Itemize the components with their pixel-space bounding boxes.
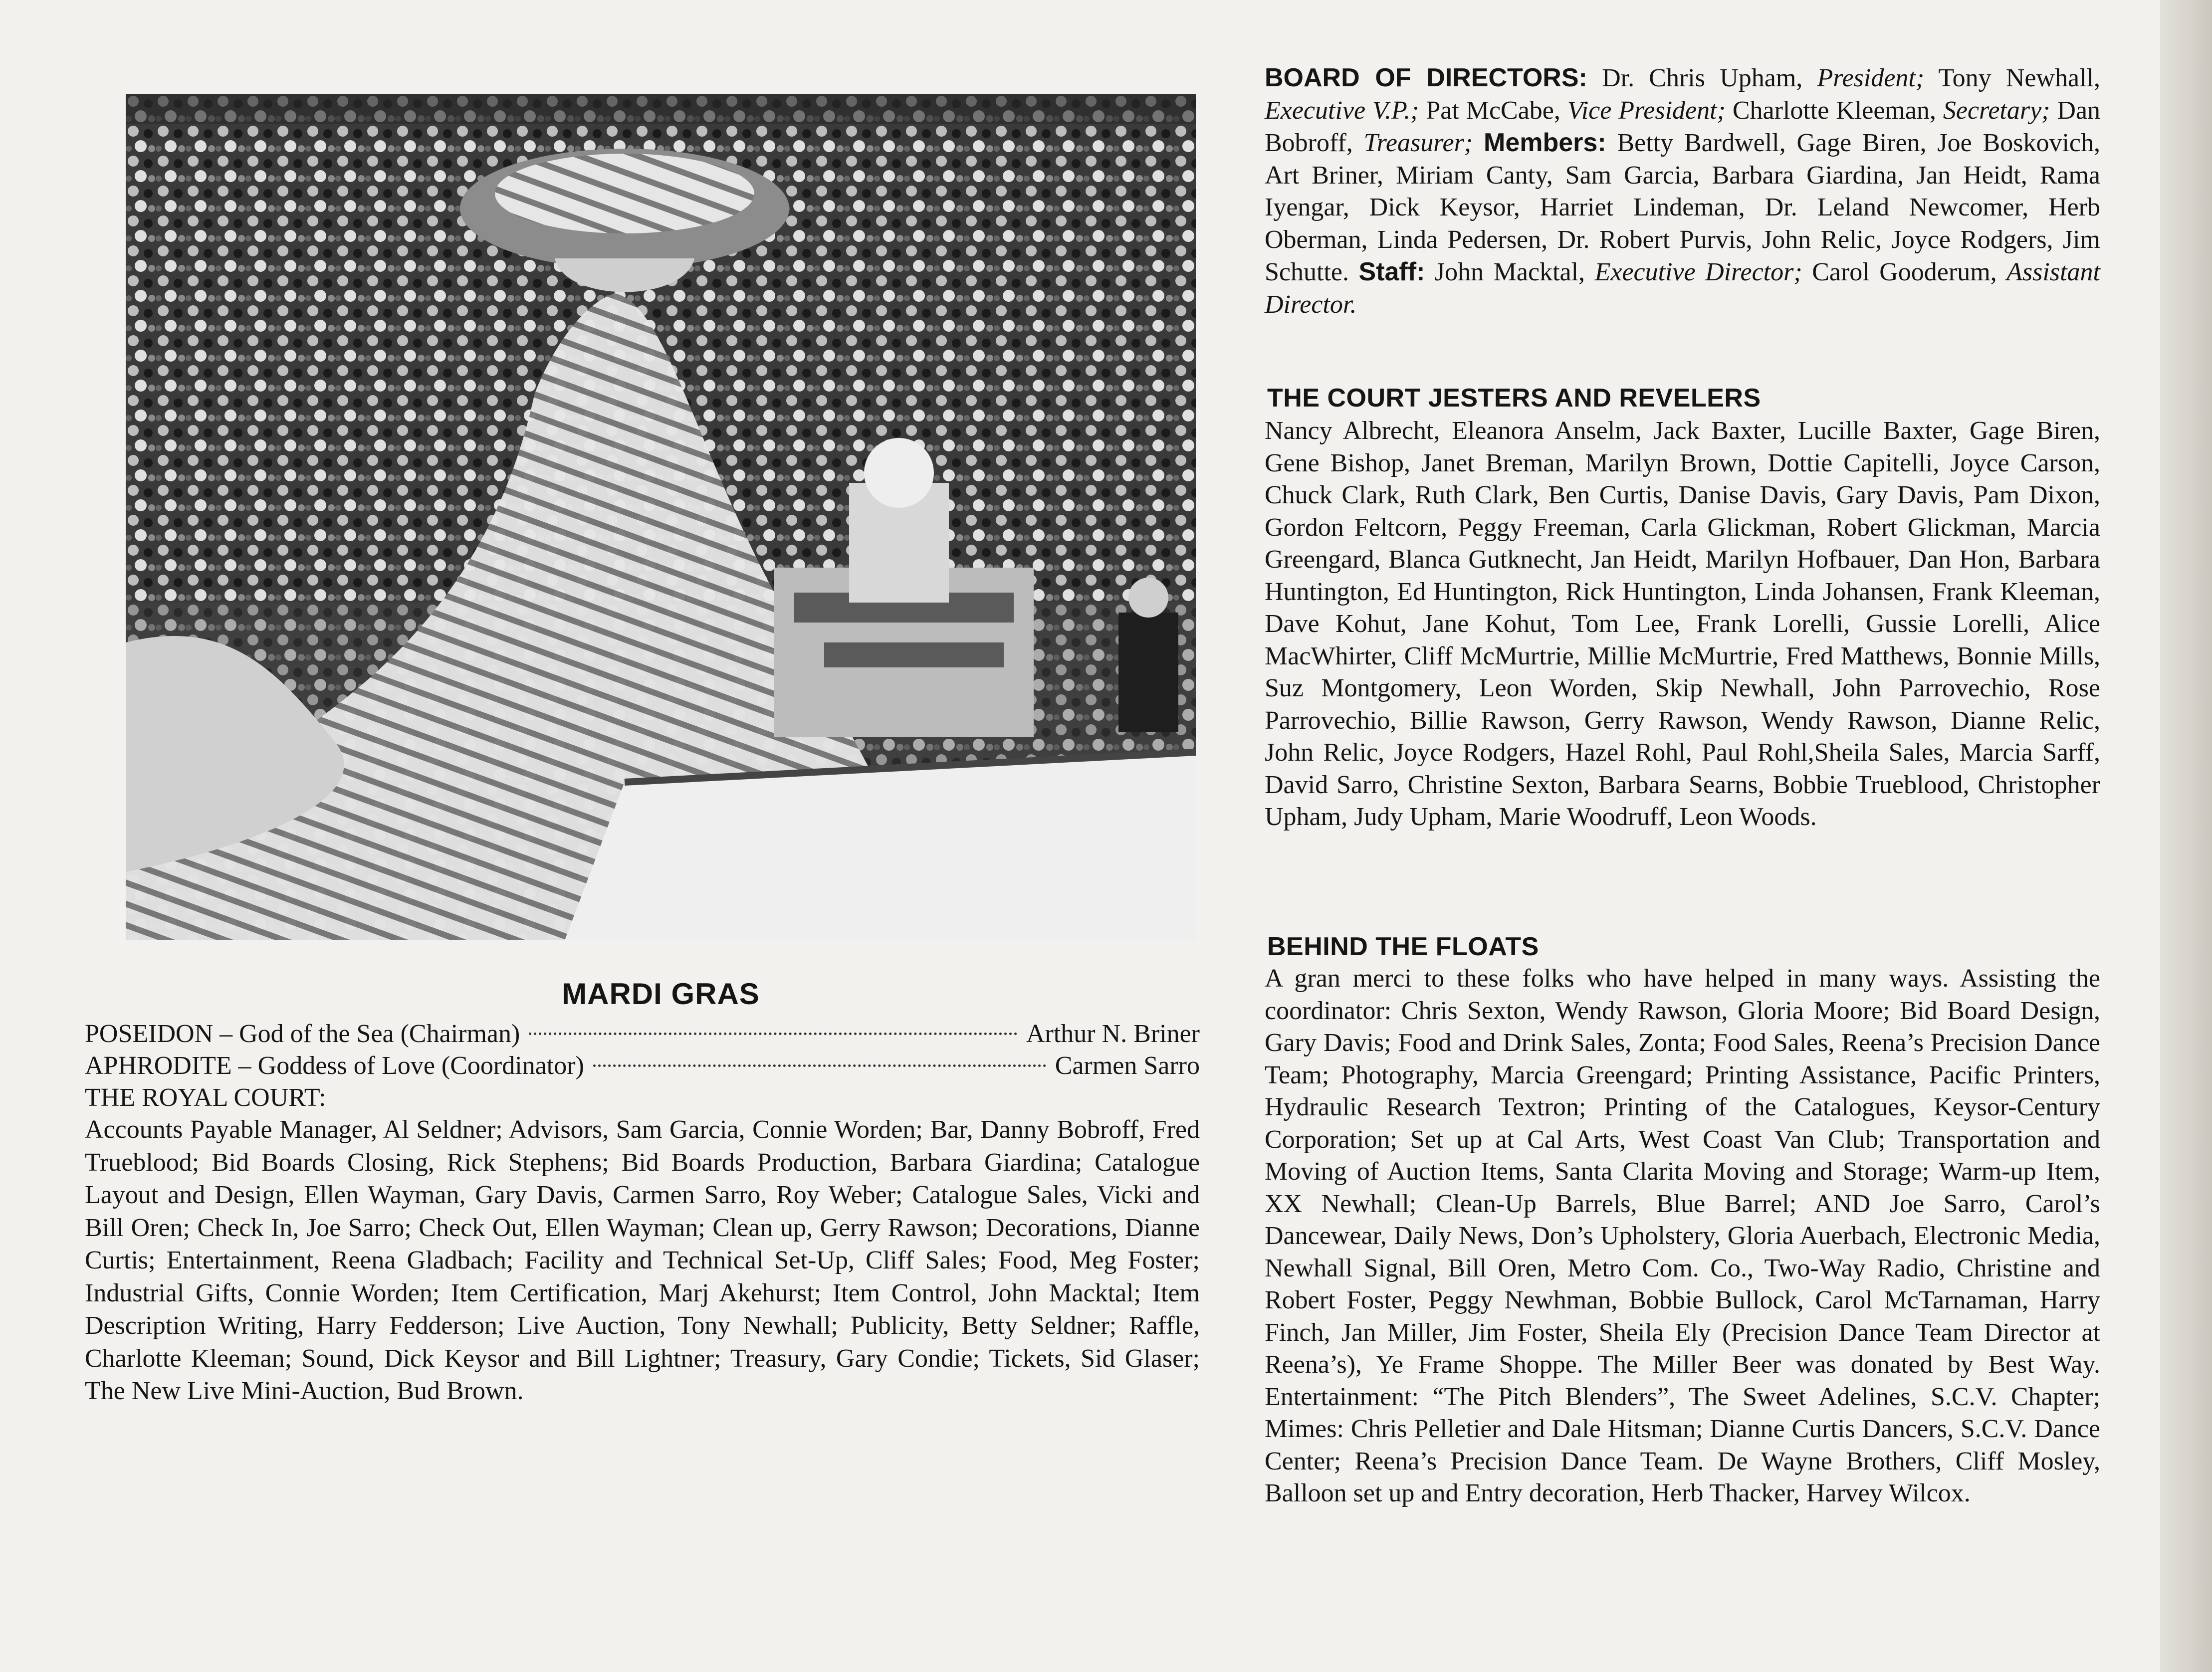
role-label: POSEIDON – God of the Sea (Chairman)	[85, 1020, 520, 1048]
floats-heading: BEHIND THE FLOATS	[1267, 932, 1539, 961]
leader-dots	[529, 1033, 1017, 1035]
role-name: Arthur N. Briner	[1026, 1020, 1200, 1048]
members-label: Members:	[1484, 128, 1606, 157]
jesters-heading: THE COURT JESTERS AND REVELERS	[1267, 384, 1761, 413]
royal-court-list: Accounts Payable Manager, Al Seldner; Advisors, Sam Garcia, Connie Worden; Bar, Danny Bobroff, Fred Trueblood; Bid Boards Closing, Rick Stephens; Bid Boards Production, Barbara Giardina; Catalogue Layout and Design, Ellen Wayman, Gary Davis, Carmen Sarro, Roy Weber; Catalogue Sales, Vicki and Bill Oren; Check In, Joe Sarro; Check Out, Ellen Wayman; Clean up, Gerry Rawson; Decorations, Dianne Curtis; Entertainment, Reena Gladbach; Facility and Technical Set-Up, Cliff Sales; Food, Meg Foster; Industrial Gifts, Connie Worden; Item Certification, Marj Akehurst; Item Control, John Macktal; Item Description Writing, Harry Fedderson; Live Auction, Tony Newhall; Publicity, Betty Seldner; Raffle, Charlotte Kleeman; Sound, Dick Keysor and Bill Lightner; Treasury, Gary Condie; Tickets, Sid Glaser; The New Live Mini-Auction, Bud Brown.	[85, 1115, 1200, 1405]
caption-title: MARDI GRAS	[562, 977, 760, 1011]
board-of-directors-block: BOARD OF DIRECTORS: Dr. Chris Upham, President; Tony Newhall, Executive V.P.; Pat McCabe, Vice President; Charlotte Kleeman, Secretary; Dan Bobroff, Treasurer; Members: Betty Bardwell, Gage Biren, Joe Boskovich, Art Briner, Miriam Canty, Sam Garcia, Barbara Giardina, Jan Heidt, Rama Iyengar, Dick Keysor, Harriet Lindeman, Dr. Leland Newcomer, Herb Oberman, Linda Pedersen, Dr. Robert Purvis, John Relic, Joyce Rodgers, Jim Schutte. Staff: John Macktal, Executive Director; Carol Gooderum, Assistant Director.	[1265, 63, 2101, 319]
floats-text: A gran merci to these folks who have helped in many ways. Assisting the coordinator: Chris Sexton, Wendy Rawson, Gloria Moore; Bid Board Design, Gary Davis; Food and Drink Sales, Zonta; Food Sales, Reena’s Precision Dance Team; Photography, Marcia Greengard; Printing Assistance, Pacific Printers, Hydraulic Research Textron; Printing of the Catalogues, Keysor-Century Corporation; Set up at Cal Arts, West Coast Van Club; Transportation and Moving of Auction Items, Santa Clarita Moving and Storage; Warm-up Item, XX Newhall; Clean-Up Barrels, Blue Barrel; AND Joe Sarro, Carol’s Dancewear, Daily News, Don’s Upholstery, Gloria Auerbach, Electronic Media, Newhall Signal, Bill Oren, Metro Com. Co., Two-Way Radio, Christine and Robert Foster, Peggy Newhman, Bobbie Bullock, Carol McTarnaman, Harry Finch, Jan Miller, Jim Foster, Sheila Ely (Precision Dance Team Director at Reena’s), Ye Frame Shoppe. The Miller Beer was donated by Best Way. Entertainment: “The Pitch Blenders”, The Sweet Adelines, S.C.V. Chapter; Mimes: Chris Pelletier and Dale Hitsman; Dianne Curtis Dancers, S.C.V. Dance Center; Reena’s Precision Dance Team. De Wayne Brothers, Cliff Mosley, Balloon set up and Entry decoration, Herb Thacker, Harvey Wilcox.	[1265, 964, 2100, 1507]
members-list: Betty Bardwell, Gage Biren, Joe Boskovich, Art Briner, Miriam Canty, Sam Garcia, Barbara Giardina, Jan Heidt, Rama Iyengar, Dick Keysor, Harriet Lindeman, Dr. Leland Newcomer, Herb Oberman, Linda Pedersen, Dr. Robert Purvis, John Relic, Joyce Rodgers, Jim Schutte.	[1265, 129, 2100, 286]
royal-court-heading: THE ROYAL COURT:	[85, 1083, 326, 1112]
role-line-aphrodite	[85, 1049, 1200, 1084]
role-line-poseidon	[85, 1018, 1200, 1052]
role-name: Carmen Sarro	[1055, 1051, 1200, 1080]
board-heading: BOARD OF DIRECTORS:	[1265, 63, 1587, 92]
staff-label: Staff:	[1358, 257, 1425, 286]
jesters-list: Nancy Albrecht, Eleanora Anselm, Jack Baxter, Lucille Baxter, Gage Biren, Gene Bishop, Janet Breman, Marilyn Brown, Dottie Capitelli, Joyce Carson, Chuck Clark, Ruth Clark, Ben Curtis, Danise Davis, Gary Davis, Pam Dixon, Gordon Feltcorn, Peggy Freeman, Carla Glickman, Robert Glickman, Marcia Greengard, Blanca Gutknecht, Jan Heidt, Marilyn Hofbauer, Dan Hon, Barbara Huntington, Ed Huntington, Rick Huntington, Linda Johansen, Frank Kleeman, Dave Kohut, Jane Kohut, Tom Lee, Frank Lorelli, Gussie Lorelli, Alice MacWhirter, Cliff McMurtrie, Millie McMurtrie, Fred Matthews, Bonnie Mills, Suz Montgomery, Leon Worden, Skip Newhall, John Parrovechio, Rose Parrovechio, Billie Rawson, Gerry Rawson, Wendy Rawson, Dianne Relic, John Relic, Joyce Rodgers, Hazel Rohl, Paul Rohl,Sheila Sales, Marcia Sarff, David Sarro, Christine Sexton, Barbara Searns, Bobbie Trueblood, Christopher Upham, Judy Upham, Marie Woodruff, Leon Woods.	[1265, 417, 2100, 831]
page-edge	[2160, 0, 2212, 1672]
leader-dots	[593, 1064, 1046, 1067]
parade-float-photo	[126, 94, 1196, 940]
role-label: APHRODITE – Goddess of Love (Coordinator)	[85, 1051, 584, 1080]
float-photo-drawing	[126, 94, 1196, 940]
